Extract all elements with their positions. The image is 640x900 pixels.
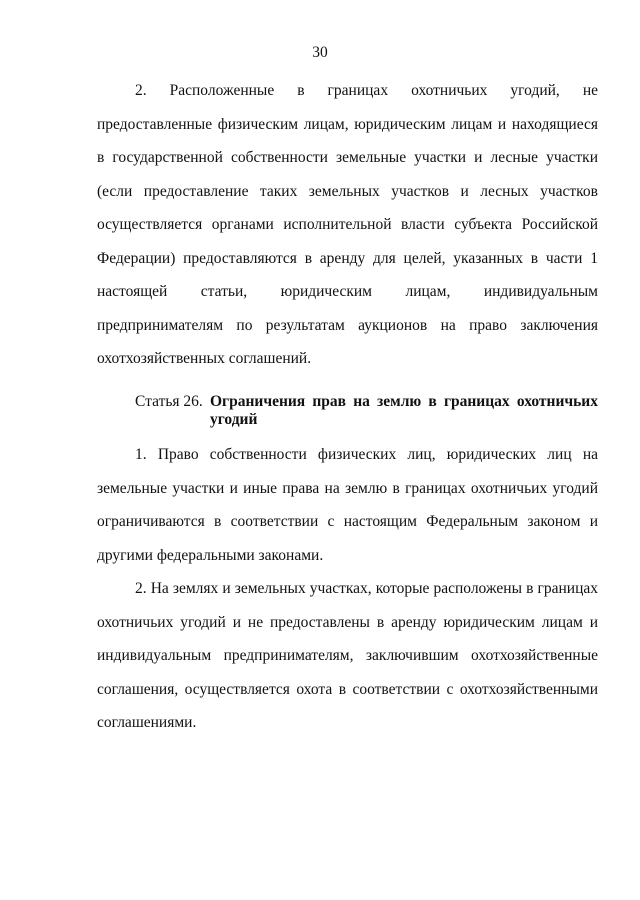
article-label: Статья 26. bbox=[135, 393, 203, 410]
paragraph-hunting-lands: 2. На землях и земельных участках, которые расположены в границах охотничьих угодий и не предоставлены в аренду юридическим лицам и индивидуальным предпринимателям, заключившим охотхозяйственные соглашения, осуществляется охота в соответствии с охотхозяйственными соглашениями. bbox=[97, 580, 598, 731]
paragraph-ownership-restrictions: 1. Право собственности физических лиц, юридических лиц на земельные участки и иные права на землю в границах охотничьих угодий ограничиваются в соответствии с настоящим Федеральным законом и другими федеральными законами. bbox=[97, 446, 598, 564]
article-title: Ограничения прав на землю в границах охотничьих угодий bbox=[210, 393, 598, 428]
page-number: 30 bbox=[312, 44, 328, 61]
paragraph-land-lease: 2. Расположенные в границах охотничьих угодий, не предоставленные физическим лицам, юридическим лицам и находящиеся в государственной собственности земельные участки и лесные участки (если предоставление таких земельных участков и лесных участков осуществляется органами исполнительной власти субъекта Российской Федерации) предоставляются в аренду для целей, указанных в части 1 настоящей статьи, юридическим лицам, индивидуальным предпринимателям по результатам аукционов на право заключения охотхозяйственных соглашений. bbox=[97, 82, 598, 367]
